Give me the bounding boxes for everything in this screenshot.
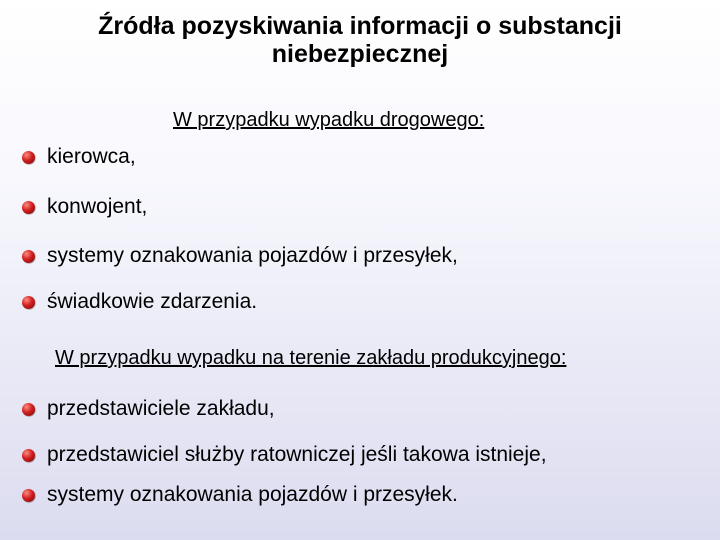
red-sphere-bullet-icon <box>22 250 35 263</box>
slide-title <box>40 12 680 68</box>
slide-title-line-2: niebezpiecznej <box>271 40 449 68</box>
list-item <box>22 288 257 316</box>
list-item <box>22 193 147 221</box>
list-item <box>22 395 275 423</box>
section-heading-plant-accident: W przypadku wypadku na terenie zakładu produkcyjnego: <box>55 347 567 369</box>
list-item-text: kierowca, <box>47 145 136 168</box>
list-item <box>22 143 136 171</box>
red-sphere-bullet-icon <box>22 201 35 214</box>
section-heading-road-accident: W przypadku wypadku drogowego: <box>173 109 485 131</box>
red-sphere-bullet-icon <box>22 489 35 502</box>
list-item-text: przedstawiciele zakładu, <box>47 397 275 420</box>
slide-title-line-1: Źródła pozyskiwania informacji o substancji <box>98 12 622 40</box>
red-sphere-bullet-icon <box>22 151 35 164</box>
list-item <box>22 481 458 509</box>
list-item <box>22 242 458 270</box>
list-item <box>22 441 547 469</box>
list-item-text: konwojent, <box>47 195 148 218</box>
list-item-text: systemy oznakowania pojazdów i przesyłek. <box>47 483 458 506</box>
list-item-text: przedstawiciel służby ratowniczej jeśli takowa istnieje, <box>47 443 547 466</box>
red-sphere-bullet-icon <box>22 403 35 416</box>
list-item-text: systemy oznakowania pojazdów i przesyłek, <box>47 244 458 267</box>
red-sphere-bullet-icon <box>22 449 35 462</box>
red-sphere-bullet-icon <box>22 296 35 309</box>
list-item-text: świadkowie zdarzenia. <box>47 290 258 313</box>
